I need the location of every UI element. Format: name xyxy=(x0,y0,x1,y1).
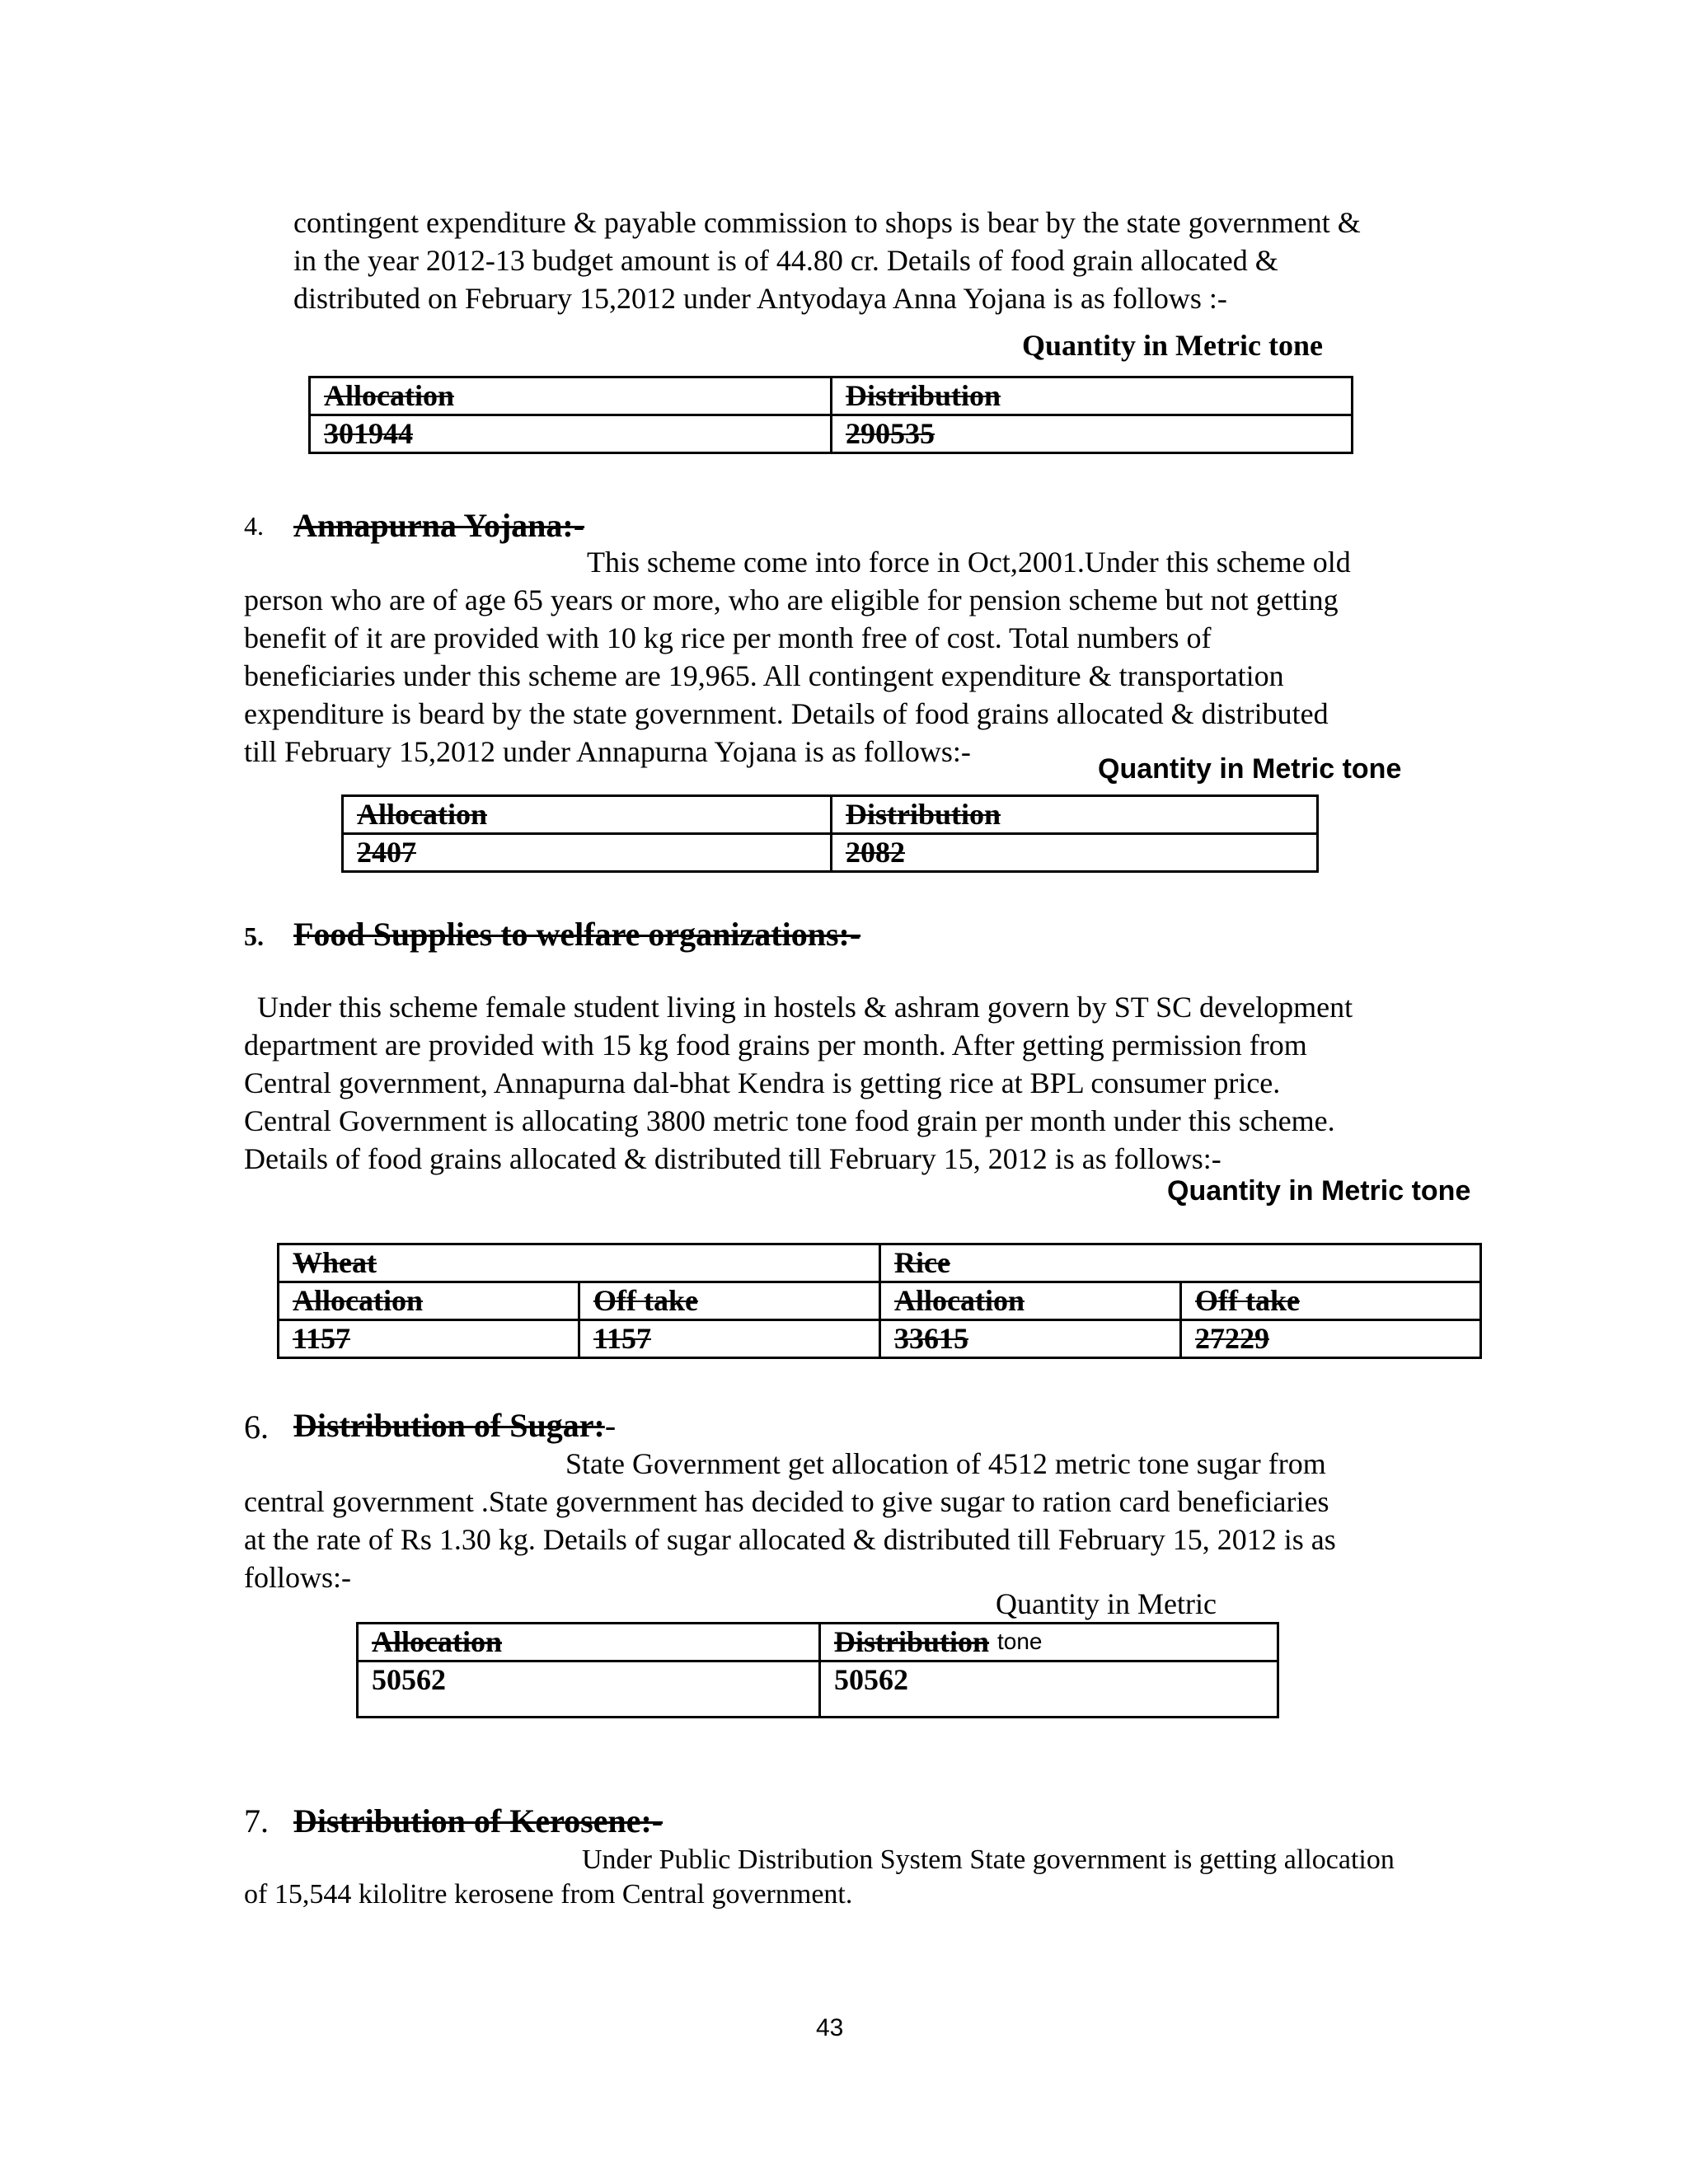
table-cell: 1157 xyxy=(579,1320,880,1358)
section7-line: of 15,544 kilolitre kerosene from Central government. xyxy=(244,1879,853,1910)
section-title: Distribution of Kerosene:- xyxy=(293,1802,663,1840)
annapurna-table xyxy=(341,794,1319,873)
table-header: Allocation xyxy=(358,1624,820,1661)
unit-label: Quantity in Metric tone xyxy=(1098,753,1402,785)
section5-line: Under this scheme female student living in hostels & ashram govern by ST SC development xyxy=(257,991,1353,1024)
unit-label: Quantity in Metric tone xyxy=(1022,329,1323,362)
table-header: Distribution xyxy=(832,796,1318,834)
section5-line: Central Government is allocating 3800 metric tone food grain per month under this scheme. xyxy=(244,1104,1335,1137)
section4-line: till February 15,2012 under Annapurna Yojana is as follows:- xyxy=(244,735,971,768)
section6-line: State Government get allocation of 4512 metric tone sugar from xyxy=(565,1447,1326,1480)
unit-label: Quantity in Metric xyxy=(996,1587,1217,1620)
table-cell: 2407 xyxy=(343,834,832,872)
table-group-header: Rice xyxy=(880,1244,1481,1282)
section6-line: at the rate of Rs 1.30 kg. Details of sugar allocated & distributed till February 15, 2012 is as xyxy=(244,1523,1336,1556)
section-title: Distribution of Sugar: xyxy=(293,1407,605,1444)
section-number: 4. xyxy=(244,511,264,541)
unit-label-continued: tone xyxy=(997,1629,1043,1654)
table-header: Allocation xyxy=(279,1282,579,1320)
section-title-wrap xyxy=(293,1406,616,1446)
welfare-table xyxy=(277,1243,1482,1359)
intro-line-2: in the year 2012-13 budget amount is of 44.80 cr. Details of food grain allocated & xyxy=(293,244,1278,277)
table-cell: 50562 xyxy=(820,1661,1278,1718)
section7-line: Under Public Distribution System State government is getting allocation xyxy=(582,1844,1395,1875)
section-title-suffix: - xyxy=(604,1407,617,1444)
unit-label: Quantity in Metric tone xyxy=(1167,1175,1471,1207)
section4-line: beneficiaries under this scheme are 19,965. All contingent expenditure & transportation xyxy=(244,659,1284,692)
intro-line-3: distributed on February 15,2012 under Antyodaya Anna Yojana is as follows :- xyxy=(293,282,1227,315)
table-group-header: Wheat xyxy=(279,1244,880,1282)
table-header: Allocation xyxy=(880,1282,1181,1320)
section4-line: This scheme come into force in Oct,2001.Under this scheme old xyxy=(587,546,1351,579)
table-header: Distribution xyxy=(820,1624,1278,1661)
section4-line: benefit of it are provided with 10 kg rice per month free of cost. Total numbers of xyxy=(244,621,1212,654)
table-cell: 2082 xyxy=(832,834,1318,872)
table-header: Off take xyxy=(579,1282,880,1320)
aay-table xyxy=(308,376,1353,454)
section-number: 6. xyxy=(244,1408,269,1446)
section5-line: Details of food grains allocated & distributed till February 15, 2012 is as follows:- xyxy=(244,1142,1221,1175)
sugar-table xyxy=(356,1622,1279,1718)
intro-line-1: contingent expenditure & payable commission to shops is bear by the state government & xyxy=(293,206,1361,239)
section4-line: person who are of age 65 years or more, who are eligible for pension scheme but not getting xyxy=(244,583,1339,616)
table-cell: 301944 xyxy=(310,415,832,453)
section5-line: Central government, Annapurna dal-bhat Kendra is getting rice at BPL consumer price. xyxy=(244,1066,1281,1099)
section6-line: follows:- xyxy=(244,1561,351,1594)
table-cell: 1157 xyxy=(279,1320,579,1358)
section-number: 5. xyxy=(244,921,264,951)
table-cell: 33615 xyxy=(880,1320,1181,1358)
section5-line: department are provided with 15 kg food grains per month. After getting permission from xyxy=(244,1029,1307,1062)
table-header: Allocation xyxy=(310,377,832,415)
table-header: Distribution xyxy=(832,377,1353,415)
table-header: Allocation xyxy=(343,796,832,834)
page-number: 43 xyxy=(816,2014,844,2041)
table-header: Off take xyxy=(1181,1282,1481,1320)
table-cell: 27229 xyxy=(1181,1320,1481,1358)
section-number: 7. xyxy=(244,1802,269,1840)
section-title: Annapurna Yojana:- xyxy=(293,507,585,544)
section6-line: central government .State government has decided to give sugar to ration card beneficiaries xyxy=(244,1485,1329,1518)
section-title: Food Supplies to welfare organizations:- xyxy=(293,916,861,953)
table-cell: 50562 xyxy=(358,1661,820,1718)
table-cell: 290535 xyxy=(832,415,1353,453)
section4-line: expenditure is beard by the state government. Details of food grains allocated & distributed xyxy=(244,697,1329,730)
